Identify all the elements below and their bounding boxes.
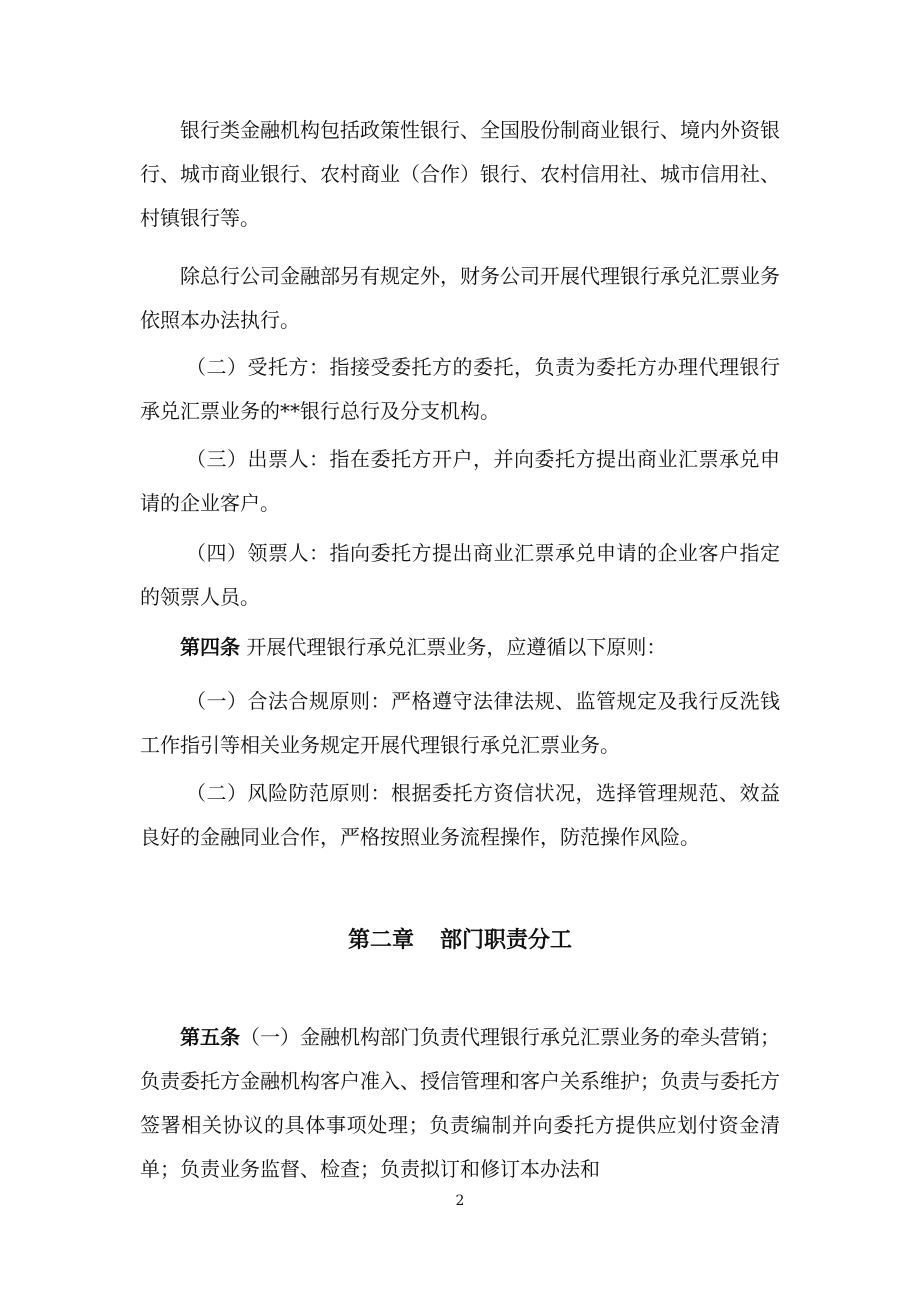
paragraph-finance-company-scope: 除总行公司金融部另有规定外，财务公司开展代理银行承兑汇票业务依照本办法执行。	[140, 264, 780, 332]
chapter-heading	[0, 918, 920, 962]
paragraph-article-five	[140, 1015, 780, 1191]
chapter-title: 部门职责分工	[440, 927, 573, 953]
paragraph-trustee-definition: （二）受托方：指接受委托方的委托，负责为委托方办理代理银行承兑汇票业务的**银行总行及分支机构。	[140, 355, 780, 423]
paragraph-drawer-definition: （三）出票人：指在委托方开户，并向委托方提出商业汇票承兑申请的企业客户。	[140, 447, 780, 515]
article-five-label: 第五条	[180, 1025, 240, 1049]
paragraph-compliance-principle: （一）合法合规原则：严格遵守法律法规、监管规定及我行反洗钱工作指引等相关业务规定开展代理银行承兑汇票业务。	[140, 689, 780, 757]
article-four-text: 开展代理银行承兑汇票业务，应遵循以下原则：	[240, 635, 667, 659]
article-four-label: 第四条	[180, 635, 240, 659]
paragraph-article-four	[140, 625, 780, 669]
paragraph-risk-principle: （二）风险防范原则：根据委托方资信状况，选择管理规范、效益良好的金融同业合作，严格按照业务流程操作，防范操作风险。	[140, 781, 780, 849]
paragraph-recipient-definition: （四）领票人：指向委托方提出商业汇票承兑申请的企业客户指定的领票人员。	[140, 541, 780, 609]
chapter-number: 第二章	[347, 927, 414, 953]
page-number: 2	[455, 1193, 465, 1209]
article-five-text: （一）金融机构部门负责代理银行承兑汇票业务的牵头营销；负责委托方金融机构客户准入、授信管理和客户关系维护；负责与委托方签署相关协议的具体事项处理；负责编制并向委托方提供应划付资金清单；负责业务监督、检查；负责拟订和修订本办法和	[140, 1025, 780, 1181]
paragraph-bank-institutions: 银行类金融机构包括政策性银行、全国股份制商业银行、境内外资银行、城市商业银行、农村商业（合作）银行、农村信用社、城市信用社、村镇银行等。	[140, 118, 780, 230]
